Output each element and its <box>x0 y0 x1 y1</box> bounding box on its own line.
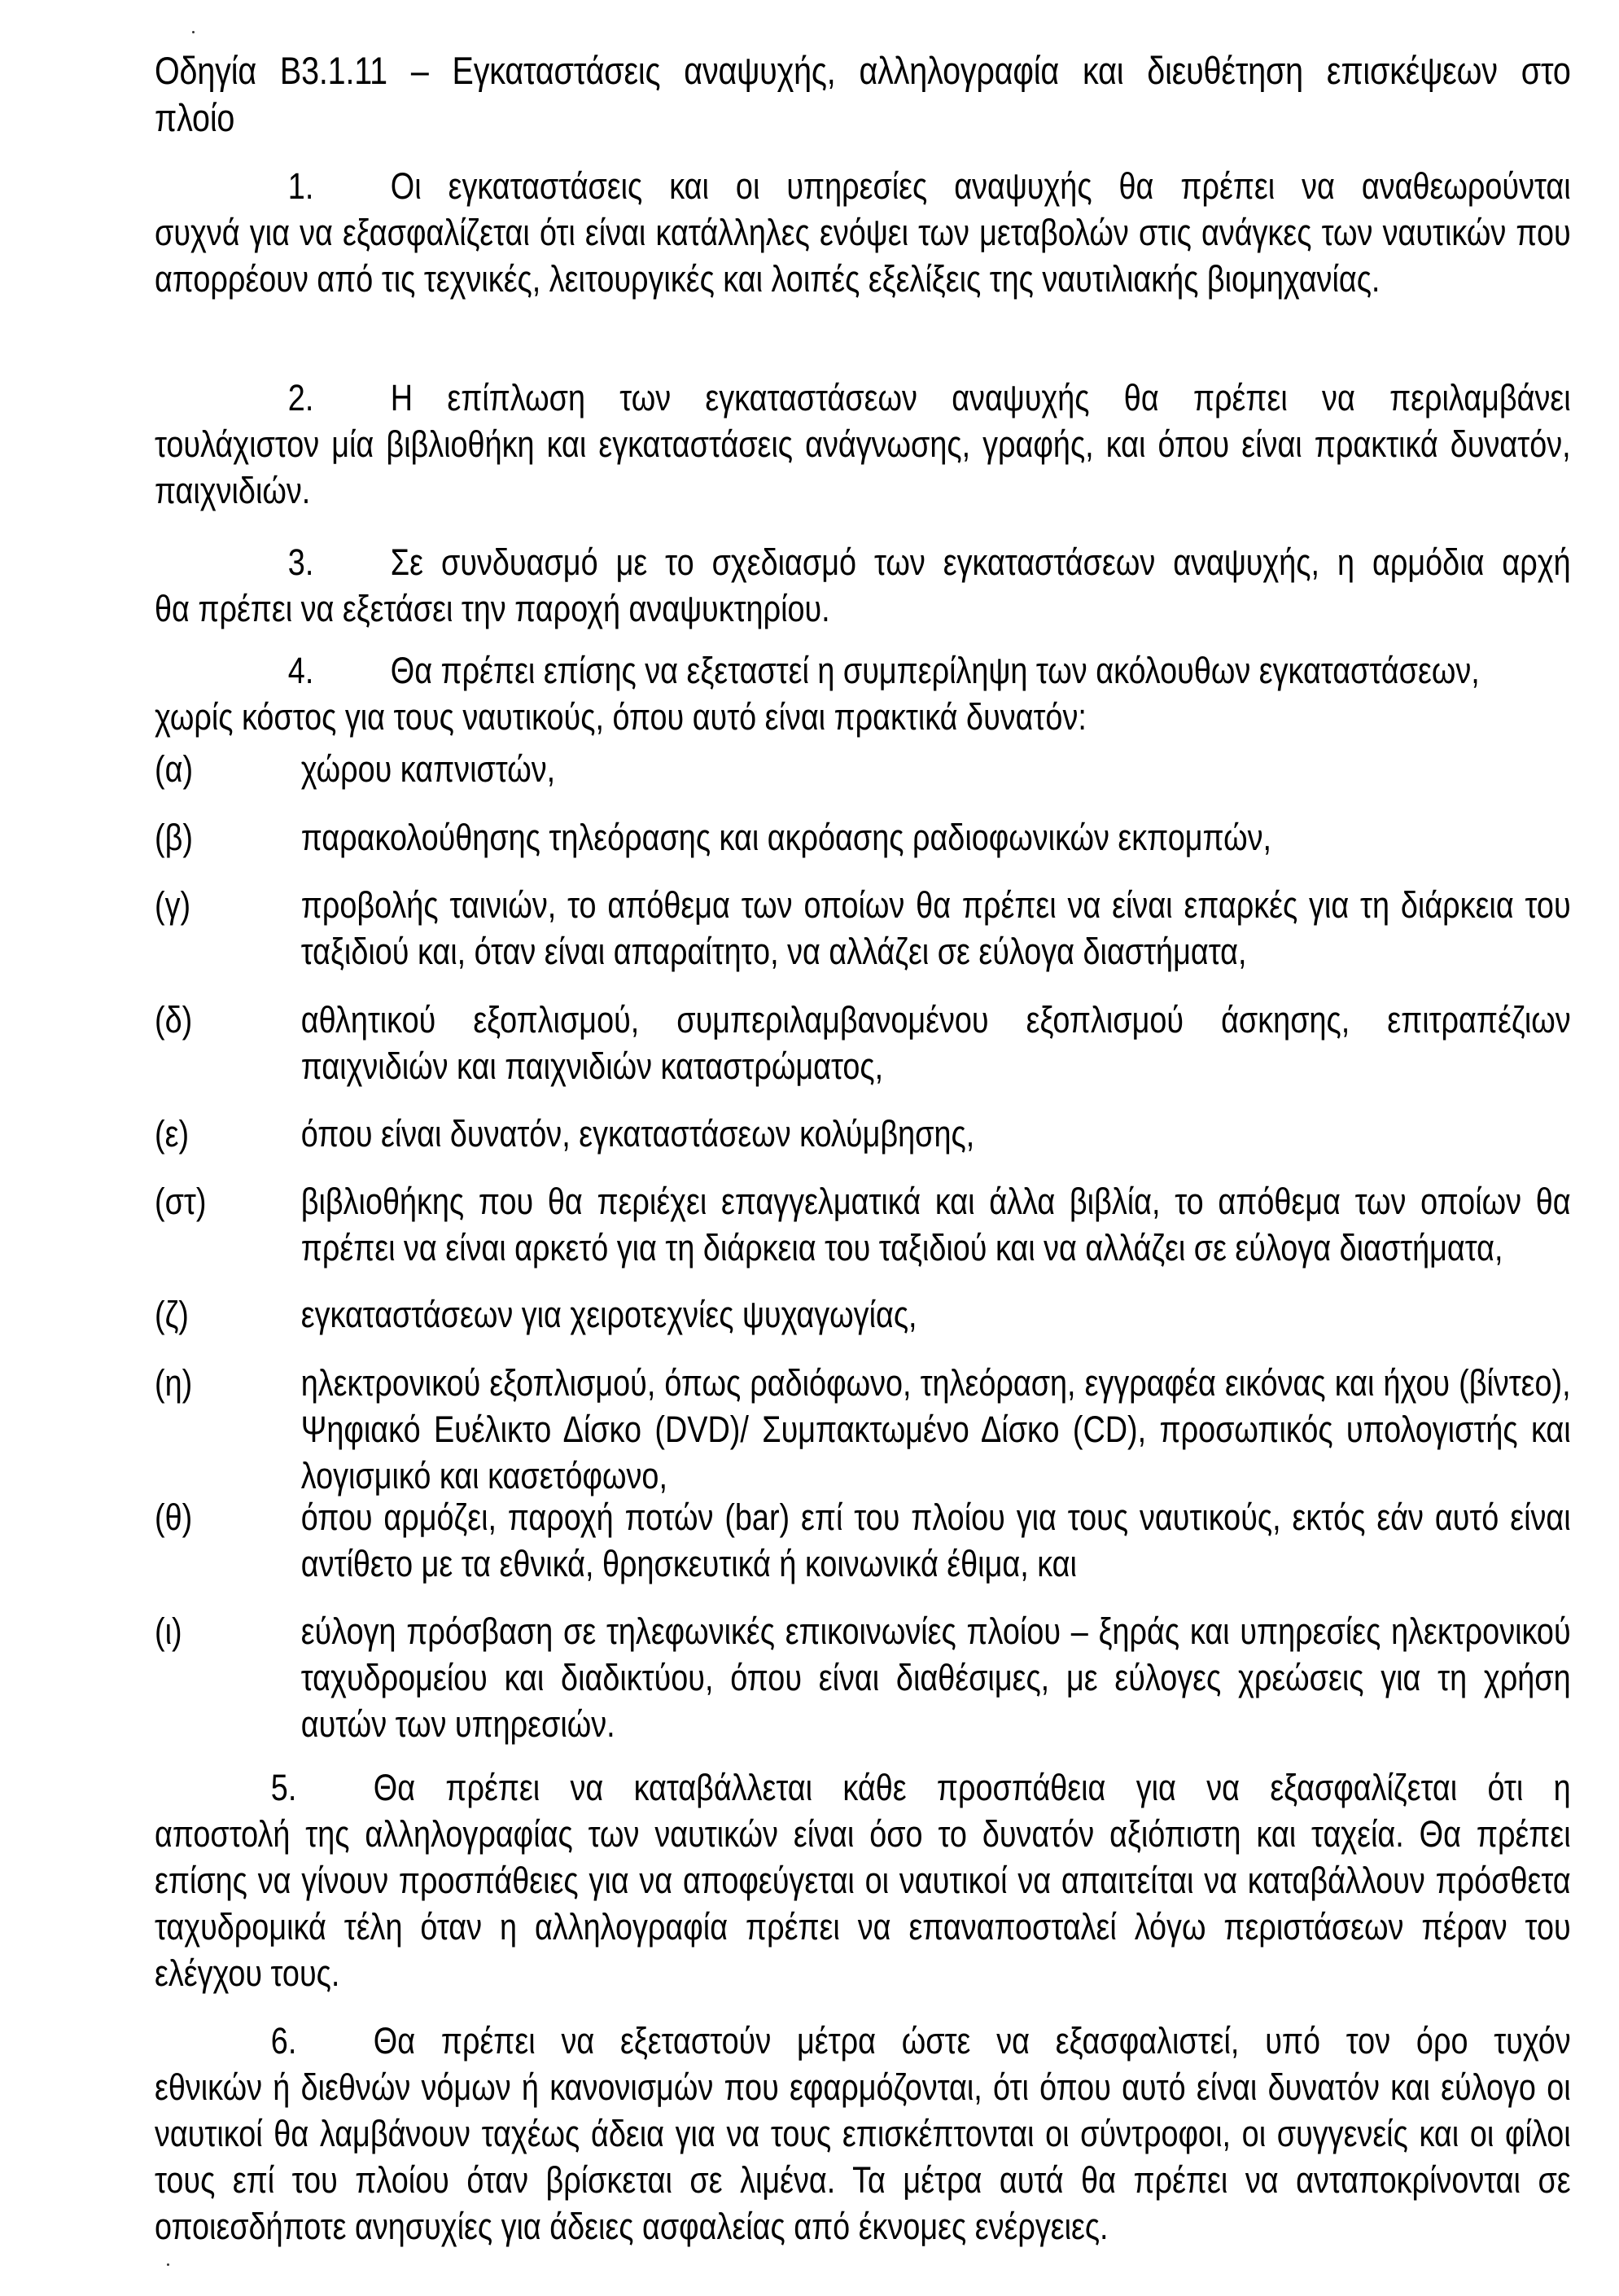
paragraph-number: 5. <box>270 1767 297 1808</box>
paragraph-number: 1. <box>287 165 314 207</box>
list-item-label: (ι) <box>155 1610 182 1652</box>
list-item-text: εύλογη πρόσβαση σε τηλεφωνικές επικοινωνίες πλοίου – ξηράς και υπηρεσίες ηλεκτρονικού ταχυδρομείου και διαδικτύου, όπου είναι διαθέσιμες, με εύλογες χρεώσεις για τη χρήση αυτών των υπηρεσιών. <box>300 1610 1571 1745</box>
list-item-label: (α) <box>155 748 194 790</box>
list-item-label: (η) <box>155 1362 193 1404</box>
paragraph-text: χωρίς κόστος για τους ναυτικούς, όπου αυτό είναι πρακτικά δυνατόν: <box>155 696 1087 738</box>
title-line-1: Οδηγία Β3.1.11 – Εγκαταστάσεις αναψυχής, αλληλογραφία και διευθέτηση επισκέψεων στο <box>155 49 1571 92</box>
list-item-label: (β) <box>155 817 193 858</box>
title-line-2: πλοίο <box>155 96 235 139</box>
list-item-label: (θ) <box>155 1496 193 1538</box>
paragraph-first-line: Θα πρέπει να καταβάλλεται κάθε προσπάθεια για να εξασφαλίζεται ότι η <box>373 1767 1571 1808</box>
list-item-text: ηλεκτρονικού εξοπλισμού, όπως ραδιόφωνο, τηλεόραση, εγγραφέα εικόνας και ήχου (βίντεο), Ψηφιακό Ευέλικτο Δίσκο (DVD)/ Συμπακτωμένο Δίσκο (CD), προσωπικός υπολογιστής και λογισμικό και κασετόφωνο, <box>300 1362 1571 1496</box>
paragraph-5 <box>155 1764 1571 1996</box>
list-item-text: προβολής ταινιών, το απόθεμα των οποίων θα πρέπει να είναι επαρκές για τη διάρκεια του ταξιδιού και, όταν είναι απαραίτητο, να αλλάζει σε εύλογα διαστήματα, <box>300 884 1571 972</box>
paragraph-number: 6. <box>270 2020 297 2062</box>
paragraph-text: συχνά για να εξασφαλίζεται ότι είναι κατάλληλες ενόψει των μεταβολών στις ανάγκες των ναυτικών που απορρέουν από τις τεχνικές, λειτουργικές και λοιπές εξελίξεις της ναυτιλιακής βιομηχανίας. <box>155 212 1571 300</box>
list-item-label: (δ) <box>155 999 193 1041</box>
list-item-label: (ε) <box>155 1113 190 1155</box>
paragraph-number: 4. <box>287 650 314 691</box>
scan-speck <box>167 2263 169 2266</box>
list-item-label: (γ) <box>155 884 191 926</box>
list-item-text: παρακολούθησης τηλεόρασης και ακρόασης ραδιοφωνικών εκπομπών, <box>300 817 1271 858</box>
document-title <box>155 47 1571 142</box>
paragraph-text: θα πρέπει να εξετάσει την παροχή αναψυκτηρίου. <box>155 588 830 629</box>
list-item-text: εγκαταστάσεων για χειροτεχνίες ψυχαγωγίας, <box>300 1294 917 1335</box>
paragraph-text: εθνικών ή διεθνών νόμων ή κανονισμών που εφαρμόζονται, ότι όπου αυτό είναι δυνατόν και εύλογο οι ναυτικοί θα λαμβάνουν ταχέως άδεια για να τους επισκέπτονται οι σύντροφοι, οι συγγενείς και οι φίλοι τους επί του πλοίου όταν βρίσκεται σε λιμένα. Τα μέτρα αυτά θα πρέπει να ανταποκρίνονται σε οποιεσδήποτε ανησυχίες για άδειες ασφαλείας από έκνομες ενέργειες. <box>155 2066 1571 2247</box>
scan-speck <box>192 31 195 33</box>
list-item-label: (ζ) <box>155 1294 189 1335</box>
paragraph-text: τουλάχιστον μία βιβλιοθήκη και εγκαταστάσεις ανάγνωσης, γραφής, και όπου είναι πρακτικά δυνατόν, παιχνιδιών. <box>155 423 1571 511</box>
paragraph-text: αποστολή της αλληλογραφίας των ναυτικών είναι όσο το δυνατόν αξιόπιστη και ταχεία. Θα πρέπει επίσης να γίνουν προσπάθειες για να αποφεύγεται οι ναυτικοί να απαιτείται να καταβάλλουν πρόσθετα ταχυδρομικά τέλη όταν η αλληλογραφία πρέπει να επαναποσταλεί λόγω περιστάσεων πέραν του ελέγχου τους. <box>155 1813 1571 1994</box>
paragraph-first-line: Η επίπλωση των εγκαταστάσεων αναψυχής θα πρέπει να περιλαμβάνει <box>390 377 1571 418</box>
paragraph-number: 2. <box>287 377 314 418</box>
paragraph-4 <box>155 647 1571 740</box>
paragraph-first-line: Οι εγκαταστάσεις και οι υπηρεσίες αναψυχής θα πρέπει να αναθεωρούνται <box>390 165 1571 207</box>
list-item-text: χώρου καπνιστών, <box>300 748 556 790</box>
paragraph-number: 3. <box>287 541 314 583</box>
paragraph-first-line: Θα πρέπει να εξεταστούν μέτρα ώστε να εξασφαλιστεί, υπό τον όρο τυχόν <box>373 2020 1571 2062</box>
list-item-label: (στ) <box>155 1181 207 1222</box>
paragraph-first-line: Σε συνδυασμό με το σχεδιασμό των εγκαταστάσεων αναψυχής, η αρμόδια αρχή <box>390 541 1571 583</box>
paragraph-2 <box>155 375 1571 514</box>
paragraph-first-line: Θα πρέπει επίσης να εξεταστεί η συμπερίληψη των ακόλουθων εγκαταστάσεων, <box>390 650 1480 691</box>
list-item-text: βιβλιοθήκης που θα περιέχει επαγγελματικά και άλλα βιβλία, το απόθεμα των οποίων θα πρέπει να είναι αρκετό για τη διάρκεια του ταξιδιού και να αλλάζει σε εύλογα διαστήματα, <box>300 1181 1571 1268</box>
list-item-text: αθλητικού εξοπλισμού, συμπεριλαμβανομένου εξοπλισμού άσκησης, επιτραπέζιων παιχνιδιών και παιχνιδιών καταστρώματος, <box>300 999 1571 1087</box>
paragraph-1 <box>155 163 1571 302</box>
list-item-text: όπου αρμόζει, παροχή ποτών (bar) επί του πλοίου για τους ναυτικούς, εκτός εάν αυτό είναι αντίθετο με τα εθνικά, θρησκευτικά ή κοινωνικά έθιμα, και <box>300 1496 1571 1584</box>
paragraph-3 <box>155 539 1571 632</box>
list-item-text: όπου είναι δυνατόν, εγκαταστάσεων κολύμβησης, <box>300 1113 975 1155</box>
paragraph-6 <box>155 2018 1571 2250</box>
